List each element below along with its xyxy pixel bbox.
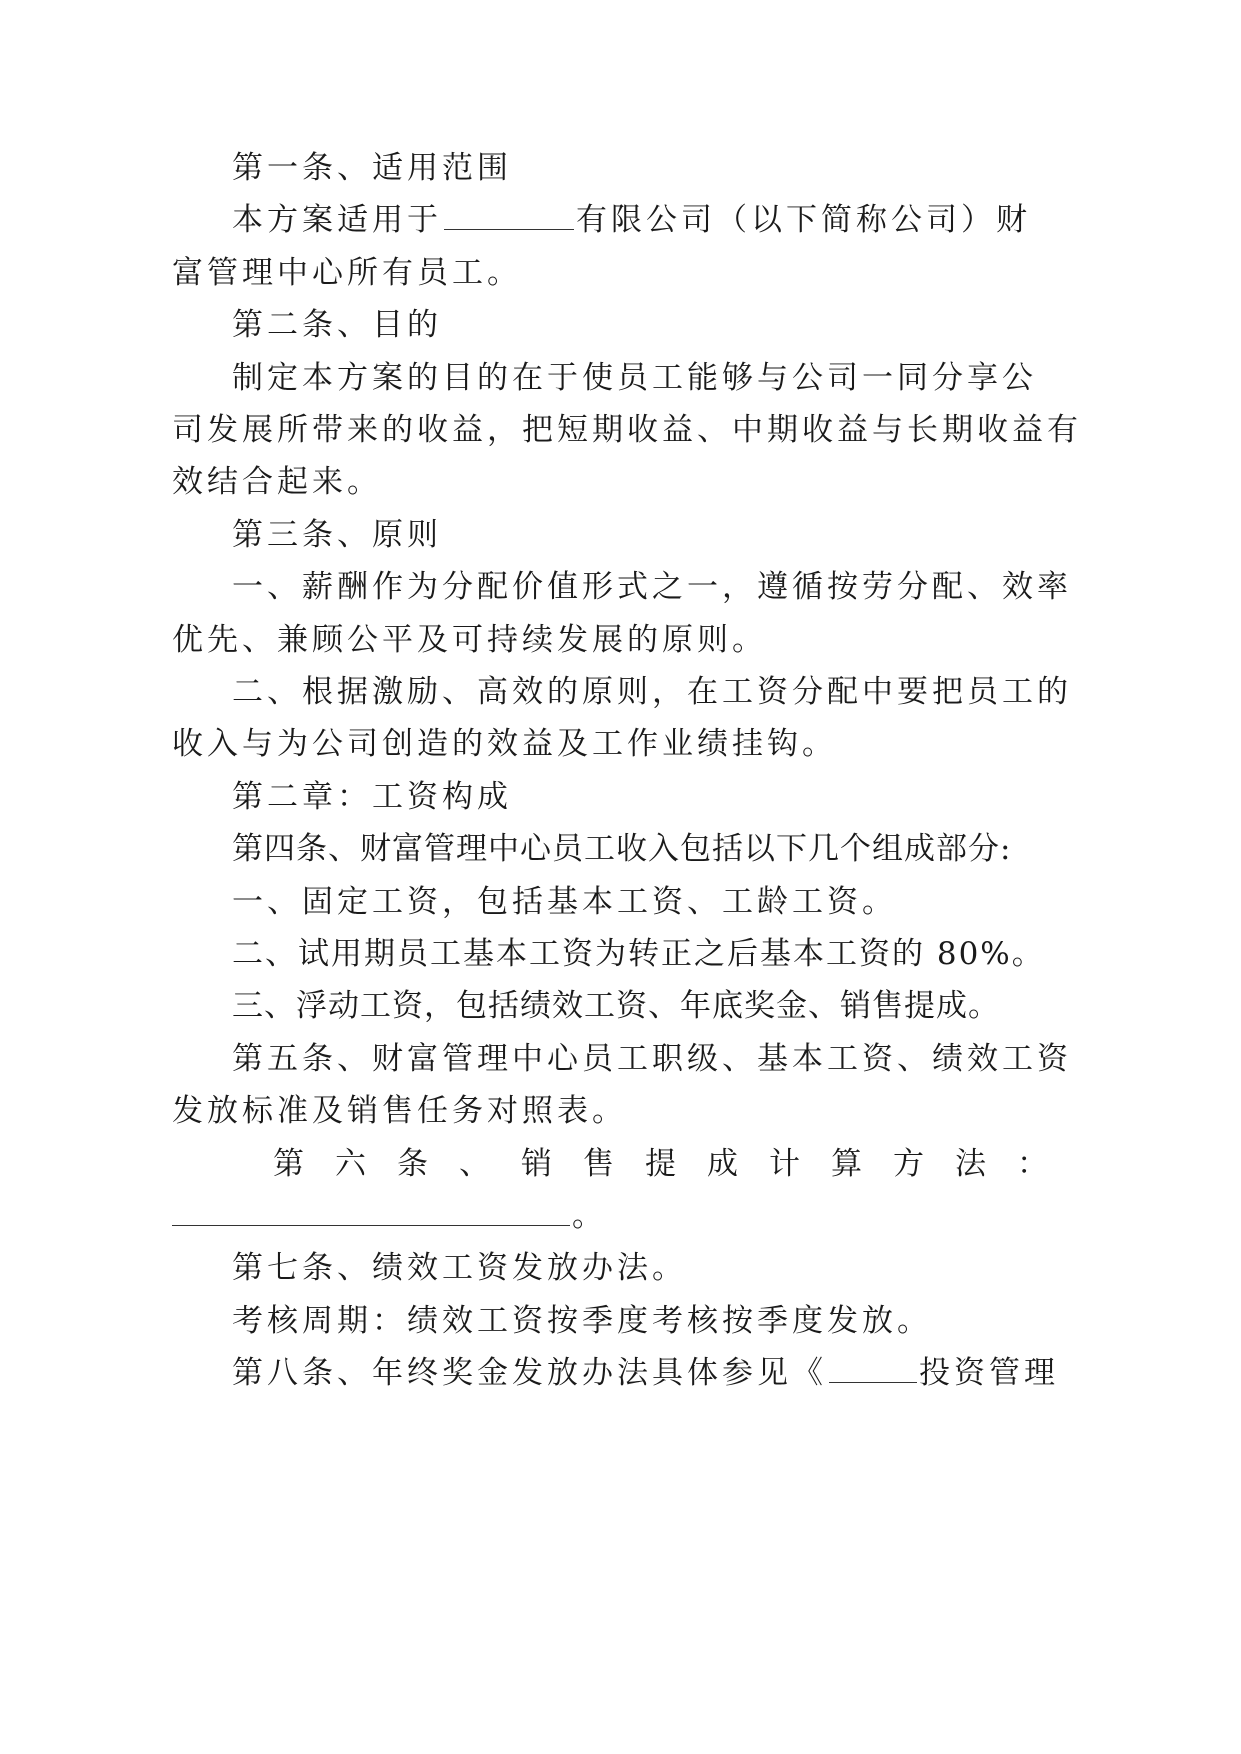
article-3-heading: 第三条、原则 bbox=[232, 517, 442, 553]
article-3-item-1-line-1: 一、薪酬作为分配价值形式之一，遵循按劳分配、效率 bbox=[232, 569, 1072, 605]
article-6-end-mark: 。 bbox=[572, 1198, 607, 1234]
article-4-item-2: 二、试用期员工基本工资为转正之后基本工资的 80%。 bbox=[232, 936, 1045, 972]
article-2-heading: 第二条、目的 bbox=[232, 307, 442, 343]
article-1-text-line-1 bbox=[232, 200, 1031, 240]
article-7-assessment-period: 考核周期：绩效工资按季度考核按季度发放。 bbox=[232, 1303, 932, 1339]
article-1-text-line-2: 富管理中心所有员工。 bbox=[172, 255, 522, 291]
article-3-item-1-line-2: 优先、兼顾公平及可持续发展的原则。 bbox=[172, 622, 767, 658]
article-1-text-part-1: 本方案适用于 bbox=[232, 202, 442, 238]
article-3-item-2-line-2: 收入与为公司创造的效益及工作业绩挂钩。 bbox=[172, 726, 837, 762]
article-5-text-line-1: 第五条、财富管理中心员工职级、基本工资、绩效工资 bbox=[232, 1041, 1072, 1077]
article-1-heading: 第一条、适用范围 bbox=[232, 150, 512, 186]
article-4-item-1: 一、固定工资，包括基本工资、工龄工资。 bbox=[232, 884, 897, 920]
article-1-text-part-2: 有限公司（以下简称公司）财 bbox=[576, 202, 1031, 238]
commission-method-blank bbox=[172, 1199, 570, 1226]
document-name-blank bbox=[829, 1356, 917, 1383]
article-8-text-part-2: 投资管理 bbox=[919, 1355, 1059, 1391]
article-7-heading: 第七条、绩效工资发放办法。 bbox=[232, 1250, 687, 1286]
article-6-heading: 第六条、销售提成计算方法： bbox=[273, 1146, 1079, 1182]
article-3-item-2-line-1: 二、根据激励、高效的原则，在工资分配中要把员工的 bbox=[232, 674, 1072, 710]
article-8-text-part-1: 第八条、年终奖金发放办法具体参见《 bbox=[232, 1355, 827, 1391]
article-2-text-line-2: 司发展所带来的收益，把短期收益、中期收益与长期收益有 bbox=[172, 412, 1082, 448]
article-2-text-line-1: 制定本方案的目的在于使员工能够与公司一同分享公 bbox=[232, 360, 1037, 396]
article-4-heading: 第四条、财富管理中心员工收入包括以下几个组成部分: bbox=[232, 831, 1012, 867]
article-6-blank-line bbox=[172, 1196, 607, 1236]
article-2-text-line-3: 效结合起来。 bbox=[172, 464, 382, 500]
article-5-text-line-2: 发放标准及销售任务对照表。 bbox=[172, 1093, 627, 1129]
article-8-text-line-1 bbox=[232, 1353, 1059, 1393]
company-name-blank bbox=[444, 203, 574, 230]
article-4-item-3: 三、浮动工资，包括绩效工资、年底奖金、销售提成。 bbox=[232, 988, 1000, 1024]
chapter-2-heading: 第二章：工资构成 bbox=[232, 779, 512, 815]
